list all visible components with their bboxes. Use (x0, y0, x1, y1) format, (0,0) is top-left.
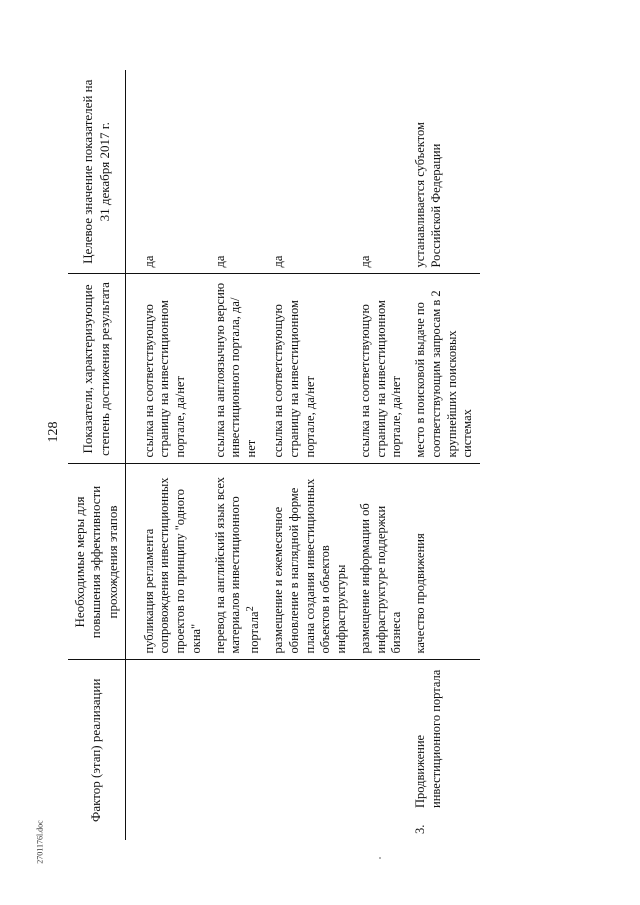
row-factor (209, 660, 267, 814)
header-factor: Фактор (этап) реализации (68, 660, 126, 840)
table-row (354, 70, 409, 840)
header-target: Целевое значение показателей на 31 декабря 2017 г. (68, 70, 126, 274)
footnote-marker: 2 (245, 606, 257, 612)
row-measure: публикация регламента сопровождения инвестиционных проектов по принципу "одного окна" (141, 477, 203, 654)
table-header-row (68, 70, 126, 840)
row-indicator: ссылка на соответствующую страницу на инвестиционном портале, да/нет (354, 274, 409, 464)
row-indicator: ссылка на соответствующую страницу на инвестиционном портале, да/нет (267, 274, 354, 464)
row-measure: качество продвижения (413, 533, 428, 654)
page-number-text: 128 (46, 421, 61, 443)
rotated-table-wrapper (68, 70, 568, 840)
table-row (209, 70, 267, 840)
row-indicator: ссылка на англоязычную версию инвестиционного портала, да/нет (209, 274, 267, 464)
row-indicator: место в поисковой выдаче по соответствующим запросам в 2 крупнейших поисковых системах (409, 274, 480, 464)
row-factor (267, 660, 354, 814)
scan-speck (379, 857, 381, 859)
header-measures: Необходимые меры для повышения эффективности прохождения этапов (68, 464, 126, 660)
row-measure: размещение и ежемесячное обновление в наглядной форме плана создания инвестиционных объектов и объектов инфраструктуры (271, 478, 349, 654)
row-target: да (209, 70, 267, 274)
row-measure-text: перевод на английский язык всех материалов инвестиционного портала (212, 476, 262, 654)
measures-table (68, 70, 480, 840)
row-target: да (138, 70, 209, 274)
row-target: да (354, 70, 409, 274)
row-number: 3. (413, 824, 428, 834)
row-indicator: ссылка на соответствующую страницу на инвестиционном портале, да/нет (138, 274, 209, 464)
footer-doc-code-text: 2701176l.doc (35, 820, 45, 864)
row-target: устанавливается субъектом Российской Федерации (409, 70, 480, 274)
row-measure: размещение информации об инфраструктуре поддержки бизнеса (357, 503, 404, 654)
row-factor (354, 660, 409, 814)
table-row (267, 70, 354, 840)
table-row (138, 70, 209, 840)
header-indicators: Показатели, характеризующие степень достижения результата (68, 274, 126, 464)
row-measure (213, 471, 263, 654)
table-row (409, 70, 480, 840)
row-target: да (267, 70, 354, 274)
row-factor (138, 660, 209, 814)
row-factor: Продвижение инвестиционного портала (413, 669, 443, 808)
